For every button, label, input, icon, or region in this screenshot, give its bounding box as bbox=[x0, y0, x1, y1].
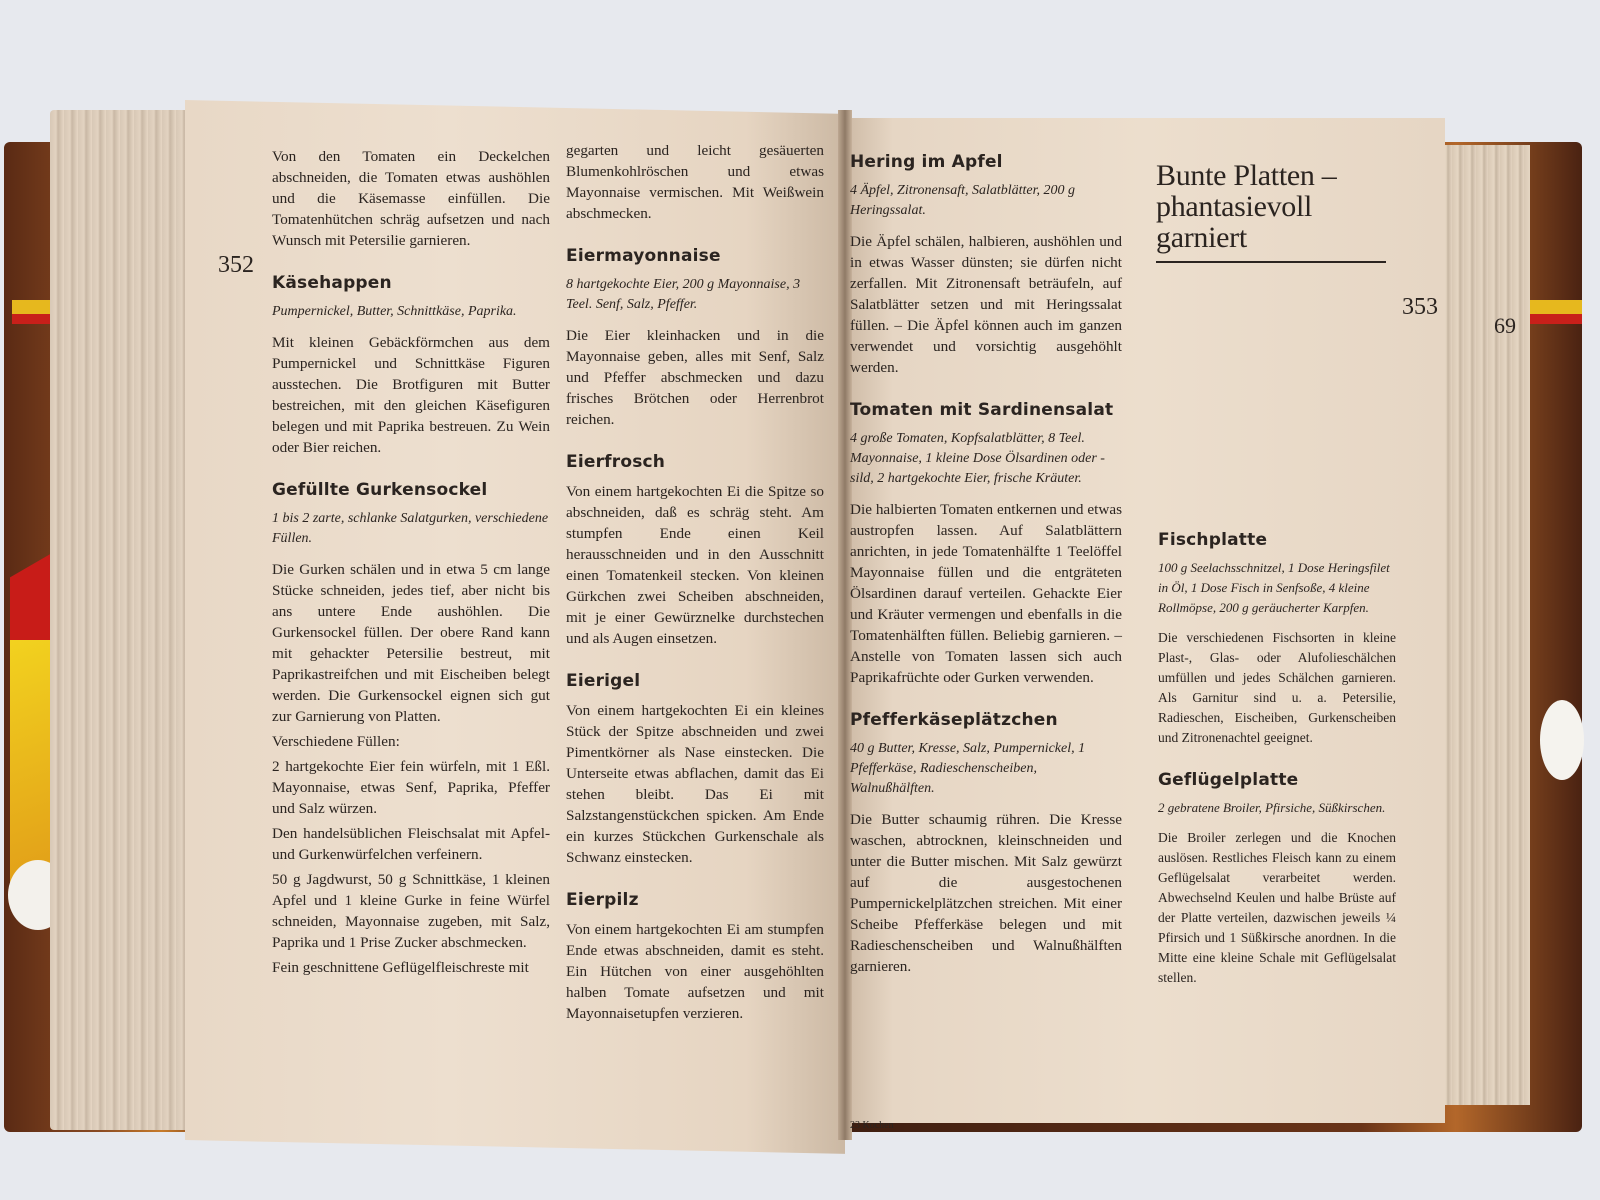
page-footer: 23 Kochen bbox=[850, 1120, 894, 1131]
page-number-edge: 69 bbox=[1494, 313, 1516, 338]
recipe-text: Die Broiler zerlegen und die Knochen auslösen. Restliches Fleisch kann zu einem Geflügelsalat verarbeitet werden. Abwechselnd Keulen und halbe Brüste auf der Platte verteilen, dazwischen jeweils ¼ Pfirsich und 1 Süßkirsche anordnen. In die Mitte eine kleine Schale mit Geflügelsalat stellen. bbox=[1158, 830, 1396, 985]
recipe-eierfrosch bbox=[566, 452, 824, 649]
recipe-text: Von einem hartgekochten Ei die Spitze so abschneiden, daß es schräg steht. Am stumpfen Ende einen Keil herausschneiden und in den Ausschnitt einen Tomatenkeil stecken. Von kleinen Gürkchen zwei Scheiben abschneiden, mit je einer Gewürznelke durchstechen und als Augen einsetzen. bbox=[566, 483, 824, 647]
recipe-ingredients: 8 hartgekochte Eier, 200 g Mayonnaise, 3 Teel. Senf, Salz, Pfeffer. bbox=[566, 277, 801, 312]
recipe-title: Geflügelplatte bbox=[1158, 770, 1299, 790]
recipe-text: Die verschiedenen Fischsorten in kleine Plast-, Glas- oder Alufolieschälchen umfüllen und jedes Schälchen garnieren. Als Garnitur sind u. a. Petersilie, Radieschen, Eischeiben, Gurkenscheiben und Zitronenachtel geeignet. bbox=[1158, 630, 1396, 745]
recipe-ingredients: 40 g Butter, Kresse, Salz, Pumpernickel, 1 Pfefferkäse, Radieschenscheiben, Walnußhälften. bbox=[850, 741, 1086, 796]
recipe-pfefferkaese bbox=[850, 710, 1122, 977]
recipe-ingredients: 100 g Seelachsschnitzel, 1 Dose Heringsfilet in Öl, 1 Dose Fisch in Senfsoße, 4 kleine Rollmöpse, 200 g geräucherter Karpfen. bbox=[1158, 560, 1390, 615]
recipe-hering bbox=[850, 152, 1122, 378]
recipe-title: Eierpilz bbox=[566, 890, 639, 910]
recipe-gurkensockel bbox=[272, 480, 550, 978]
recipe-title: Eierfrosch bbox=[566, 452, 666, 472]
recipe-title: Käsehappen bbox=[272, 273, 392, 293]
recipe-fischplatte bbox=[1158, 530, 1396, 748]
recipe-gefluegel bbox=[1158, 770, 1396, 988]
recipe-title: Fischplatte bbox=[1158, 530, 1268, 550]
recipe-ingredients: 4 Äpfel, Zitronensaft, Salatblätter, 200 g Heringssalat. bbox=[850, 183, 1076, 218]
recipe-text: Die Gurken schälen und in etwa 5 cm lange Stücke schneiden, jedes tief, aber nicht bis ans untere Ende aushöhlen. Die Gurkensockel füllen. Der obere Rand kann mit gehackter Petersilie bestreut, mit Paprikastreifchen und mit Eischeiben belegt werden. Die Gurkensockel eignen sich gut zur Garnierung von Platten. bbox=[272, 561, 550, 725]
recipe-title: Pfefferkäseplätzchen bbox=[850, 710, 1058, 730]
right-column-2 bbox=[1158, 530, 1396, 992]
recipe-text: Den handelsüblichen Fleischsalat mit Apfel- und Gurkenwürfelchen verfeinern. bbox=[272, 825, 550, 863]
recipe-text: Von einem hartgekochten Ei ein kleines Stück der Spitze abschneiden und zwei Pimentkörner als Nase einstecken. Die Unterseite etwas abflachen, damit das Ei stehen bleibt. Das Ei mit Salzstangenstückchen spicken. Am Ende ein kurzes Stückchen Gurkenschale als Schwanz einstecken. bbox=[566, 702, 824, 866]
recipe-title: Eiermayonnaise bbox=[566, 246, 721, 266]
recipe-text: Verschiedene Füllen: bbox=[272, 733, 400, 750]
recipe-eiermayonnaise bbox=[566, 246, 824, 430]
recipe-ingredients: 4 große Tomaten, Kopfsalatblätter, 8 Teel. Mayonnaise, 1 kleine Dose Ölsardinen oder -sild, 2 hartgekochte Eier, frische Kräuter. bbox=[850, 431, 1105, 486]
recipe-title: Tomaten mit Sardinensalat bbox=[850, 400, 1114, 420]
cover-photo-egg-right bbox=[1540, 700, 1584, 780]
chapter-title-line: phantasievoll bbox=[1156, 190, 1313, 223]
recipe-text: Die halbierten Tomaten entkernen und etwas austropfen lassen. Auf Salatblättern anrichten, in jede Tomatenhälfte 1 Teelöffel Mayonnaise füllen und die entgräteten Ölsardinen darauf verteilen. Gehackte Eier und Kräuter vermengen und ebenfalls in die Tomatenhälften füllen. Beliebig garnieren. – Anstelle von Tomaten lassen sich auch Paprikafrüchte oder Gurken verwenden. bbox=[850, 501, 1122, 686]
right-column-1 bbox=[850, 152, 1122, 981]
left-column-2 bbox=[566, 140, 824, 1028]
recipe-ingredients: 2 gebratene Broiler, Pfirsiche, Süßkirschen. bbox=[1158, 800, 1386, 815]
page-edges-right bbox=[1440, 145, 1530, 1105]
recipe-text: Die Butter schaumig rühren. Die Kresse waschen, abtrocknen, kleinschneiden und unter die Butter mischen. Mit Salz gewürzt auf die ausgestochenen Pumpernickelplätzchen streichen. Mit einer Scheibe Pfefferkäse belegen und mit Radieschenscheiben und Walnußhälften garnieren. bbox=[850, 811, 1122, 975]
intro-text: Von den Tomaten ein Deckelchen abschneiden, die Tomaten etwas aushöhlen und die Käsemasse einfüllen. Die Tomatenhütchen schräg aufsetzen und nach Wunsch mit Petersilie garnieren. bbox=[272, 148, 550, 249]
recipe-tomaten bbox=[850, 400, 1122, 688]
chapter-rule bbox=[1156, 261, 1386, 263]
chapter-heading bbox=[1156, 160, 1416, 263]
recipe-kaesehappen bbox=[272, 273, 550, 458]
recipe-text: Die Eier kleinhacken und in die Mayonnaise geben, alles mit Senf, Salz und Pfeffer abschmecken und dazu frisches Brötchen oder Herrenbrot reichen. bbox=[566, 327, 824, 428]
page-edges-left bbox=[50, 110, 200, 1130]
recipe-text: 2 hartgekochte Eier fein würfeln, mit 1 Eßl. Mayonnaise, etwas Senf, Paprika, Pfeffer und Salz würzen. bbox=[272, 758, 550, 817]
recipe-ingredients: 1 bis 2 zarte, schlanke Salatgurken, verschiedene Füllen. bbox=[272, 511, 549, 546]
cover-stripe bbox=[1530, 300, 1582, 314]
recipe-title: Gefüllte Gurkensockel bbox=[272, 480, 488, 500]
recipe-title: Hering im Apfel bbox=[850, 152, 1003, 172]
chapter-title-line: garniert bbox=[1156, 221, 1247, 254]
recipe-text: Die Äpfel schälen, halbieren, aushöhlen und in etwas Wasser dünsten; sie dürfen nicht zerfallen. Mit Zitronensaft beträufeln, auf Salatblätter setzen und mit Heringssalat füllen. – Die Äpfel können auch im ganzen verwendet und vorsichtig ausgehöhlt werden. bbox=[850, 233, 1122, 376]
recipe-eierigel bbox=[566, 671, 824, 868]
recipe-text: Von einem hartgekochten Ei am stumpfen Ende etwas abschneiden, damit es steht. Ein Hütchen von einer ausgehöhlten halben Tomate aufsetzen und mit Mayonnaisetupfen verzieren. bbox=[566, 921, 824, 1022]
page-number-right: 353 bbox=[1402, 294, 1438, 320]
page-number-left: 352 bbox=[218, 252, 254, 278]
recipe-text: Fein geschnittene Geflügelfleischreste mit bbox=[272, 959, 529, 976]
recipe-title: Eierigel bbox=[566, 671, 641, 691]
left-column-1 bbox=[272, 146, 550, 982]
recipe-ingredients: Pumpernickel, Butter, Schnittkäse, Paprika. bbox=[272, 304, 517, 319]
intro-text: gegarten und leicht gesäuerten Blumenkohlröschen und etwas Mayonnaise vermischen. Mit Weißwein abschmecken. bbox=[566, 142, 824, 222]
cover-stripe bbox=[1530, 314, 1582, 324]
recipe-text: Mit kleinen Gebäckförmchen aus dem Pumpernickel und Schnittkäse Figuren ausstechen. Die Brotfiguren mit Butter bestreichen, mit den gleichen Käsefiguren belegen und mit Paprika bestreuen. Zu Wein oder Bier reichen. bbox=[272, 334, 550, 456]
chapter-title-line: Bunte Platten – bbox=[1156, 159, 1337, 192]
recipe-text: 50 g Jagdwurst, 50 g Schnittkäse, 1 kleinen Apfel und 1 kleine Gurke in feine Würfel schneiden, Mayonnaise zugeben, mit Salz, Paprika und 1 Prise Zucker abschmecken. bbox=[272, 871, 550, 951]
recipe-eierpilz bbox=[566, 890, 824, 1024]
